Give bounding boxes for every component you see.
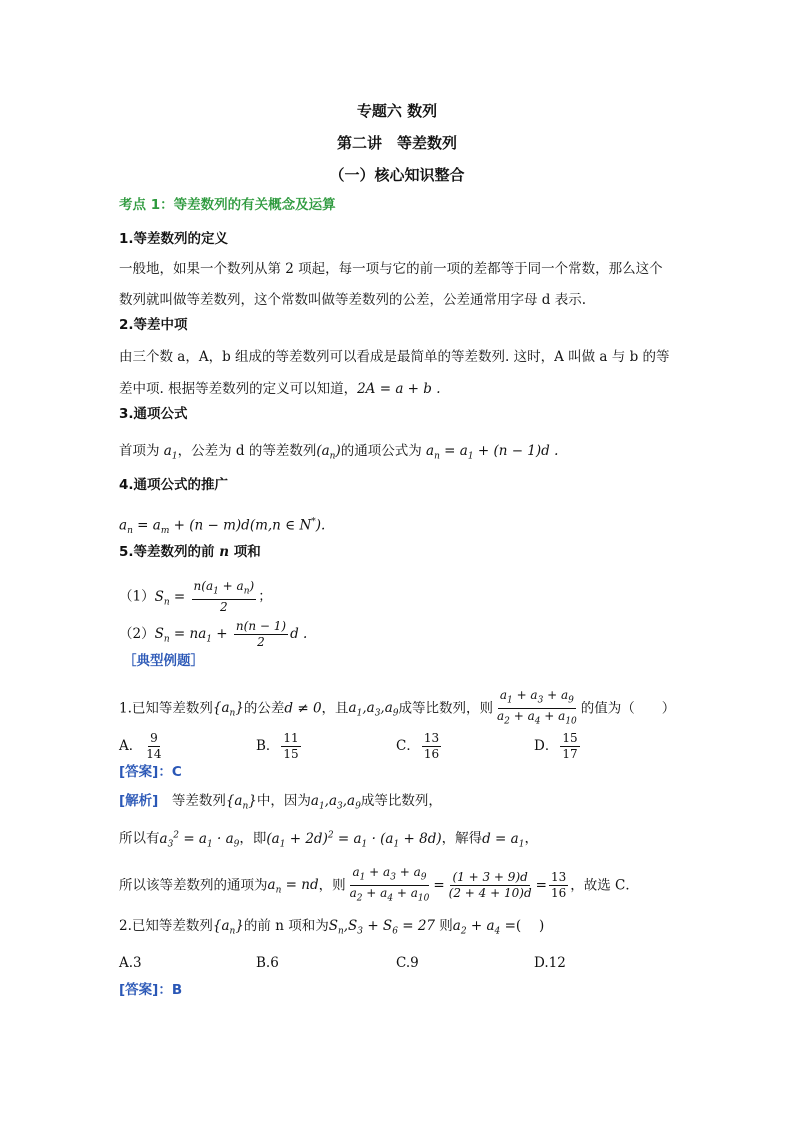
q2-stem: 2.已知等差数列$\{a_n\}$的前 n 项和为$S_n,S_3 + S_6 = 27$ 则$a_2 + a_4$ =( ) (119, 918, 545, 937)
s4-heading: 4.通项公式的推广 (119, 477, 229, 493)
q2-option-d[interactable]: D.12 (534, 955, 566, 971)
s1-line1: 一般地，如果一个数列从第 2 项起，每一项与它的前一项的差都等于同一个常数，那么这个 (119, 261, 663, 277)
examples-label: ［典型例题］ (123, 653, 204, 669)
s4-formula: $a_n = a_m + (n - m)d(m,n$ ∈ N*). (119, 517, 326, 537)
s5-formula1: $(1)S_n$ = $\frac{n(a_1 + a_n)}{2}$ ； (119, 579, 272, 615)
q1-option-b[interactable]: B． $\frac{11}{15}$ (256, 731, 299, 761)
s5-formula2: $(2)S_n = na_1$ + $\frac{n(n - 1)}{2}$ d . (119, 619, 308, 649)
q1-analysis-line3: 所以该等差数列的通项为$a_n$ = nd，则 $\frac{a_1 + a_3 + a_9}{a_2 + a_4 + a_{10}}$ = $\frac{(1 + 3 + 9)d}{(2 + 4 + 10)d}$ = $\frac{13}{16}$ ，故选 C． (119, 865, 639, 904)
q1-analysis-line2: 所以有$a_3^2 = a_1 \cdot a_9$，即$(a_1 + 2d)^2 = a_1 \cdot (a_1 + 8d)$，解得$d = a_1$， (119, 830, 538, 850)
s1-heading: 1.等差数列的定义 (119, 231, 229, 247)
s2-line2: 差中项. 根据等差数列的定义可以知道，2A = a + b . (119, 381, 441, 397)
q2-answer: [答案]：B (119, 982, 183, 998)
kaodian-heading: 考点 1：等差数列的有关概念及运算 (119, 197, 336, 213)
q1-analysis-line1: [解析] 等差数列$\{a_n\}$中，因为$a_1,a_3,a_9$成等比数列， (119, 793, 442, 812)
lecture-title: 第二讲 等差数列 (336, 134, 457, 152)
q1-answer: [答案]：C (119, 764, 182, 780)
q2-option-a[interactable]: A.3 (119, 955, 142, 971)
s2-line1: 由三个数 a，A，b 组成的等差数列可以看成是最简单的等差数列. 这时，A 叫做 a 与 b 的等 (119, 349, 670, 365)
s3-heading: 3.通项公式 (119, 406, 188, 422)
s3-line1: 首项为 $a_1$，公差为 d 的等差数列$(a_n)$的通项公式为 $a_n = a_1 + (n - 1)d$ . (119, 443, 559, 462)
q1-option-d[interactable]: D． $\frac{15}{17}$ (534, 731, 578, 761)
q1-stem: 1.已知等差数列$\{a_n\}$的公差d ≠ 0，且$a_1,a_3,a_9$成等比数列，则 $\frac{a_1 + a_3 + a_9}{a_2 + a_4 + a_{10}}$ 的值为（ ） (119, 688, 676, 727)
topic-title: 专题六 数列 (356, 102, 438, 120)
section-title: （一）核心知识整合 (329, 166, 465, 184)
s1-line2: 数列就叫做等差数列，这个常数叫做等差数列的公差，公差通常用字母 d 表示. (119, 292, 587, 308)
s5-heading: 5.等差数列的前 n 项和 (119, 544, 261, 560)
q2-option-b[interactable]: B.6 (256, 955, 279, 971)
q1-option-a[interactable]: A． $\frac{9}{14}$ (119, 731, 162, 761)
q2-option-c[interactable]: C.9 (396, 955, 419, 971)
s2-heading: 2.等差中项 (119, 317, 188, 333)
q1-option-c[interactable]: C． $\frac{13}{16}$ (396, 731, 440, 761)
